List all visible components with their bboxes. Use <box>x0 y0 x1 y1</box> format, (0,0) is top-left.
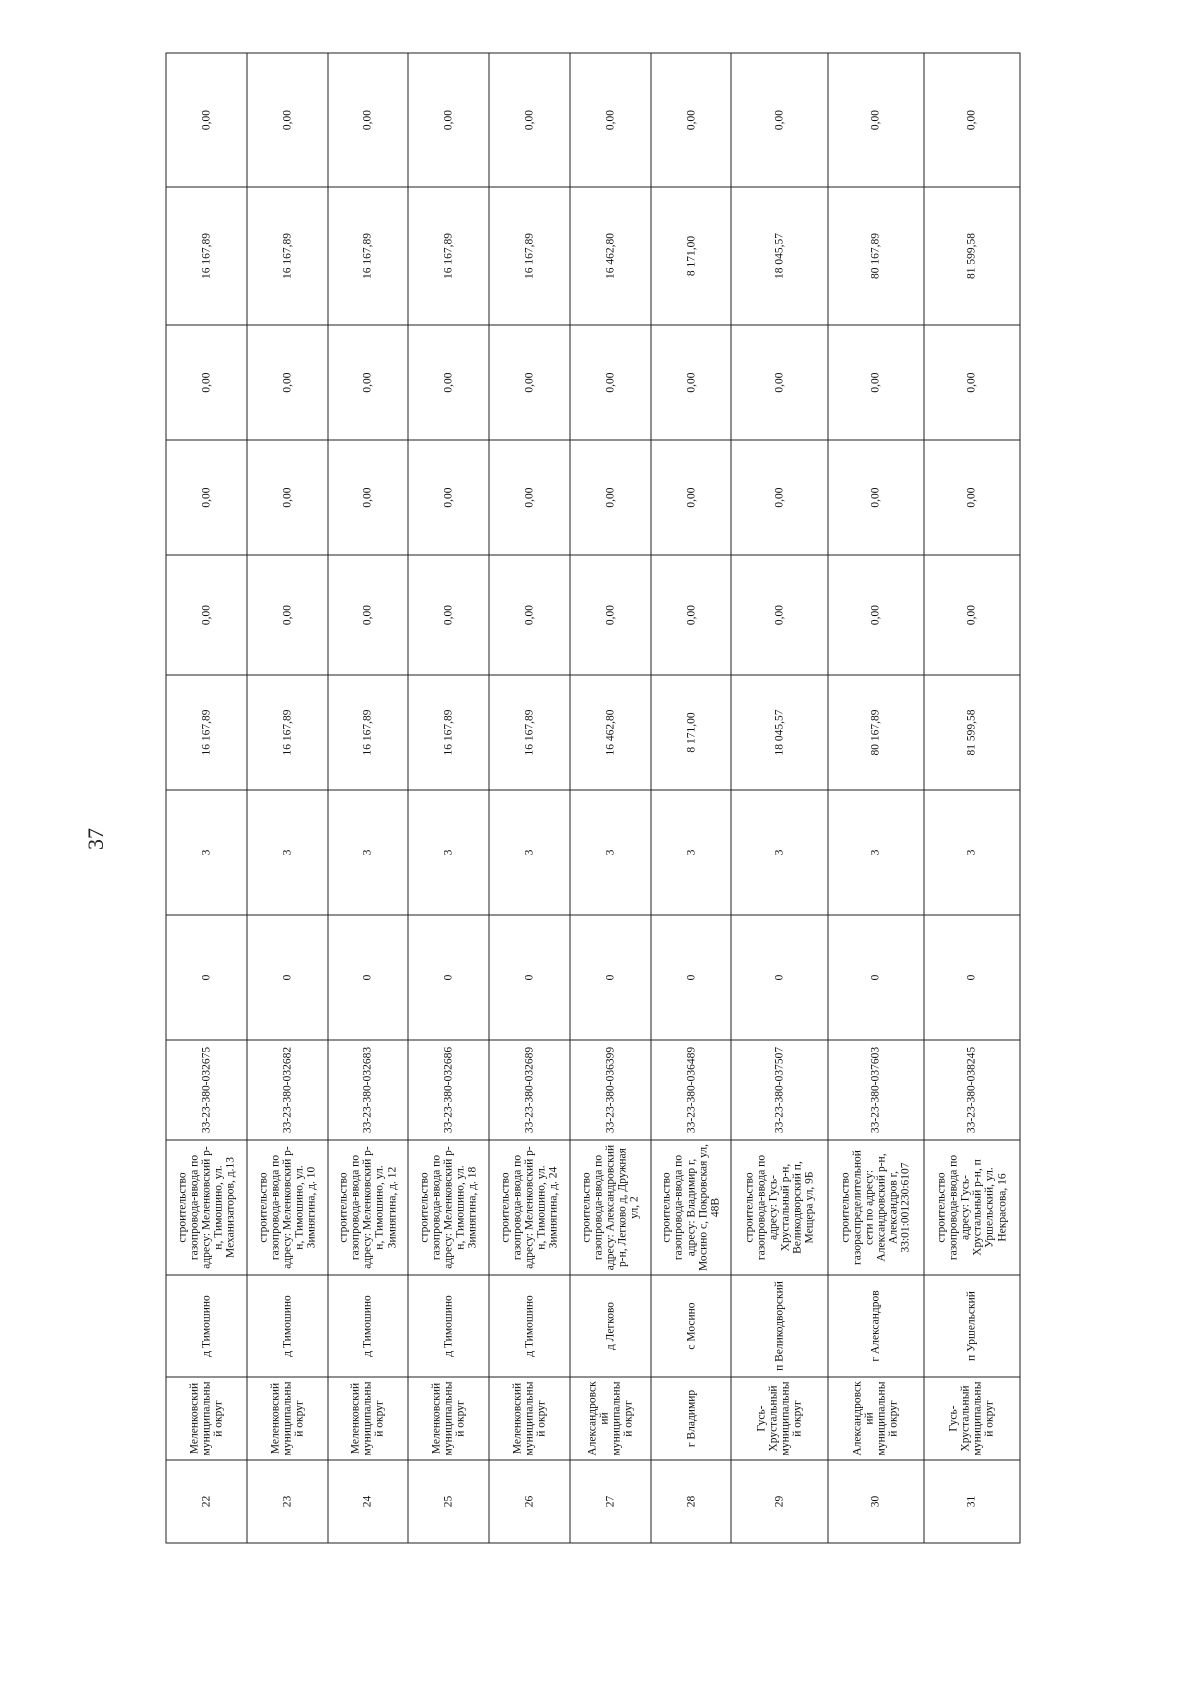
cell-amount-5: 16 462,80 <box>570 187 651 325</box>
cell-amount-5: 16 167,89 <box>489 187 570 325</box>
cell-col-6: 0 <box>731 915 827 1040</box>
cell-amount-6: 0,00 <box>166 53 247 187</box>
cell-description: строительство газопровода-ввода по адресу: Гусь-Хрустальный р-н, п Уршельский, ул. Некрасова, 16 <box>924 1140 1020 1275</box>
cell-description: строительство газопровода-ввода по адресу: Меленковский р-н, Тимошино, ул. Механизаторов, д.13 <box>166 1140 247 1275</box>
cell-amount-3: 0,00 <box>408 440 489 555</box>
cell-amount-2: 0,00 <box>924 555 1020 675</box>
cell-code: 33-23-380-036399 <box>570 1040 651 1140</box>
cell-description: строительство газопровода-ввода по адресу: Гусь-Хрустальный р-н, Великодворский п, Мещера ул, 9Б <box>731 1140 827 1275</box>
table-row <box>924 53 1020 1543</box>
cell-code: 33-23-380-037507 <box>731 1040 827 1140</box>
cell-amount-3: 0,00 <box>651 440 732 555</box>
cell-col-7: 3 <box>328 790 409 915</box>
cell-code: 33-23-380-038245 <box>924 1040 1020 1140</box>
cell-row-number: 24 <box>328 1460 409 1543</box>
cell-col-6: 0 <box>828 915 924 1040</box>
cell-district: Меленковский муниципальный округ <box>247 1377 328 1460</box>
cell-amount-3: 0,00 <box>924 440 1020 555</box>
table-row <box>570 53 651 1543</box>
cell-locality: п Уршельский <box>924 1275 1020 1377</box>
cell-amount-1: 18 045,57 <box>731 675 827 790</box>
cell-amount-1: 16 462,80 <box>570 675 651 790</box>
cell-amount-2: 0,00 <box>247 555 328 675</box>
cell-amount-2: 0,00 <box>489 555 570 675</box>
cell-locality: п Великодворский <box>731 1275 827 1377</box>
cell-amount-4: 0,00 <box>247 325 328 440</box>
cell-col-7: 3 <box>828 790 924 915</box>
cell-amount-6: 0,00 <box>247 53 328 187</box>
cell-amount-2: 0,00 <box>328 555 409 675</box>
cell-amount-4: 0,00 <box>328 325 409 440</box>
cell-code: 33-23-380-032683 <box>328 1040 409 1140</box>
cell-row-number: 26 <box>489 1460 570 1543</box>
cell-amount-6: 0,00 <box>570 53 651 187</box>
cell-amount-1: 80 167,89 <box>828 675 924 790</box>
cell-amount-4: 0,00 <box>924 325 1020 440</box>
cell-amount-3: 0,00 <box>489 440 570 555</box>
cell-row-number: 22 <box>166 1460 247 1543</box>
cell-description: строительство газопровода-ввода по адресу: Меленковский р-н, Тимошино, ул. Зимнягина, д. 10 <box>247 1140 328 1275</box>
cell-amount-2: 0,00 <box>828 555 924 675</box>
cell-amount-6: 0,00 <box>828 53 924 187</box>
cell-district: Меленковский муниципальный округ <box>489 1377 570 1460</box>
cell-row-number: 29 <box>731 1460 827 1543</box>
cell-amount-1: 16 167,89 <box>328 675 409 790</box>
cell-locality: д Тимошино <box>408 1275 489 1377</box>
cell-amount-5: 8 171,00 <box>651 187 732 325</box>
cell-locality: г Александров <box>828 1275 924 1377</box>
cell-locality: д Тимошино <box>489 1275 570 1377</box>
cell-amount-5: 80 167,89 <box>828 187 924 325</box>
cell-description: строительство газопровода-ввода по адресу: Александровский р-н, Легково д, Дружная ул, 2 <box>570 1140 651 1275</box>
cell-amount-5: 18 045,57 <box>731 187 827 325</box>
cell-row-number: 27 <box>570 1460 651 1543</box>
cell-description: строительство газопровода-ввода по адресу: Владимир г, Мосино с, Покровская ул, 48В <box>651 1140 732 1275</box>
cell-amount-5: 16 167,89 <box>166 187 247 325</box>
table-row <box>651 53 732 1543</box>
cell-district: Меленковский муниципальный округ <box>166 1377 247 1460</box>
table-row <box>166 53 247 1543</box>
cell-col-7: 3 <box>731 790 827 915</box>
cell-row-number: 31 <box>924 1460 1020 1543</box>
cell-amount-6: 0,00 <box>651 53 732 187</box>
cell-row-number: 25 <box>408 1460 489 1543</box>
cell-row-number: 30 <box>828 1460 924 1543</box>
cell-col-6: 0 <box>924 915 1020 1040</box>
cell-col-7: 3 <box>247 790 328 915</box>
cell-col-7: 3 <box>408 790 489 915</box>
cell-amount-3: 0,00 <box>247 440 328 555</box>
cell-amount-2: 0,00 <box>651 555 732 675</box>
cell-description: строительство газопровода-ввода по адресу: Меленковский р-н, Тимошино, ул. Зимнягина, д. 24 <box>489 1140 570 1275</box>
cell-row-number: 23 <box>247 1460 328 1543</box>
cell-amount-2: 0,00 <box>166 555 247 675</box>
registry-table <box>166 53 1021 1544</box>
cell-col-6: 0 <box>489 915 570 1040</box>
cell-amount-6: 0,00 <box>924 53 1020 187</box>
cell-amount-1: 16 167,89 <box>408 675 489 790</box>
cell-district: г Владимир <box>651 1377 732 1460</box>
cell-district: Гусь-Хрустальный муниципальный округ <box>924 1377 1020 1460</box>
table-row <box>247 53 328 1543</box>
cell-amount-4: 0,00 <box>408 325 489 440</box>
cell-amount-4: 0,00 <box>166 325 247 440</box>
cell-col-6: 0 <box>408 915 489 1040</box>
cell-col-6: 0 <box>247 915 328 1040</box>
table-body <box>166 53 1020 1543</box>
table-row <box>328 53 409 1543</box>
cell-amount-3: 0,00 <box>328 440 409 555</box>
cell-amount-4: 0,00 <box>651 325 732 440</box>
cell-col-7: 3 <box>651 790 732 915</box>
cell-amount-4: 0,00 <box>828 325 924 440</box>
cell-amount-3: 0,00 <box>166 440 247 555</box>
cell-locality: д Тимошино <box>328 1275 409 1377</box>
cell-amount-6: 0,00 <box>328 53 409 187</box>
cell-col-7: 3 <box>924 790 1020 915</box>
cell-amount-1: 16 167,89 <box>247 675 328 790</box>
table-row <box>828 53 924 1543</box>
cell-row-number: 28 <box>651 1460 732 1543</box>
cell-col-6: 0 <box>328 915 409 1040</box>
cell-locality: д Легково <box>570 1275 651 1377</box>
cell-description: строительство газопровода-ввода по адресу: Меленковский р-н, Тимошино, ул. Зимнягина, д. 12 <box>328 1140 409 1275</box>
cell-locality: с Мосино <box>651 1275 732 1377</box>
page-number: 37 <box>83 828 108 850</box>
cell-code: 33-23-380-032682 <box>247 1040 328 1140</box>
cell-col-7: 3 <box>489 790 570 915</box>
cell-col-6: 0 <box>651 915 732 1040</box>
cell-amount-6: 0,00 <box>408 53 489 187</box>
cell-district: Александровский муниципальный округ <box>570 1377 651 1460</box>
cell-description: строительство газораспределительной сети по адресу: Александровский р-н, Александров г, 33:01:001230:6107 <box>828 1140 924 1275</box>
table-row <box>489 53 570 1543</box>
cell-district: Меленковский муниципальный округ <box>328 1377 409 1460</box>
cell-amount-1: 16 167,89 <box>489 675 570 790</box>
cell-col-7: 3 <box>570 790 651 915</box>
cell-amount-5: 16 167,89 <box>408 187 489 325</box>
cell-amount-1: 8 171,00 <box>651 675 732 790</box>
cell-amount-5: 16 167,89 <box>247 187 328 325</box>
cell-code: 33-23-380-036489 <box>651 1040 732 1140</box>
cell-amount-5: 81 599,58 <box>924 187 1020 325</box>
cell-amount-3: 0,00 <box>570 440 651 555</box>
cell-code: 33-23-380-032686 <box>408 1040 489 1140</box>
cell-amount-1: 81 599,58 <box>924 675 1020 790</box>
cell-col-6: 0 <box>166 915 247 1040</box>
cell-amount-2: 0,00 <box>570 555 651 675</box>
cell-code: 33-23-380-037603 <box>828 1040 924 1140</box>
cell-amount-6: 0,00 <box>731 53 827 187</box>
rotated-table-wrapper <box>166 109 1021 1544</box>
cell-col-6: 0 <box>570 915 651 1040</box>
cell-amount-1: 16 167,89 <box>166 675 247 790</box>
cell-district: Гусь-Хрустальный муниципальный округ <box>731 1377 827 1460</box>
cell-description: строительство газопровода-ввода по адресу: Меленковский р-н, Тимошино, ул. Зимнягина, д. 18 <box>408 1140 489 1275</box>
table-row <box>731 53 827 1543</box>
cell-district: Александровский муниципальный округ <box>828 1377 924 1460</box>
cell-amount-2: 0,00 <box>408 555 489 675</box>
cell-amount-4: 0,00 <box>489 325 570 440</box>
cell-amount-3: 0,00 <box>828 440 924 555</box>
cell-amount-5: 16 167,89 <box>328 187 409 325</box>
cell-amount-3: 0,00 <box>731 440 827 555</box>
cell-amount-4: 0,00 <box>570 325 651 440</box>
cell-amount-4: 0,00 <box>731 325 827 440</box>
cell-amount-6: 0,00 <box>489 53 570 187</box>
cell-amount-2: 0,00 <box>731 555 827 675</box>
cell-locality: д Тимошино <box>247 1275 328 1377</box>
cell-col-7: 3 <box>166 790 247 915</box>
cell-code: 33-23-380-032675 <box>166 1040 247 1140</box>
cell-code: 33-23-380-032689 <box>489 1040 570 1140</box>
table-row <box>408 53 489 1543</box>
cell-district: Меленковский муниципальный округ <box>408 1377 489 1460</box>
cell-locality: д Тимошино <box>166 1275 247 1377</box>
